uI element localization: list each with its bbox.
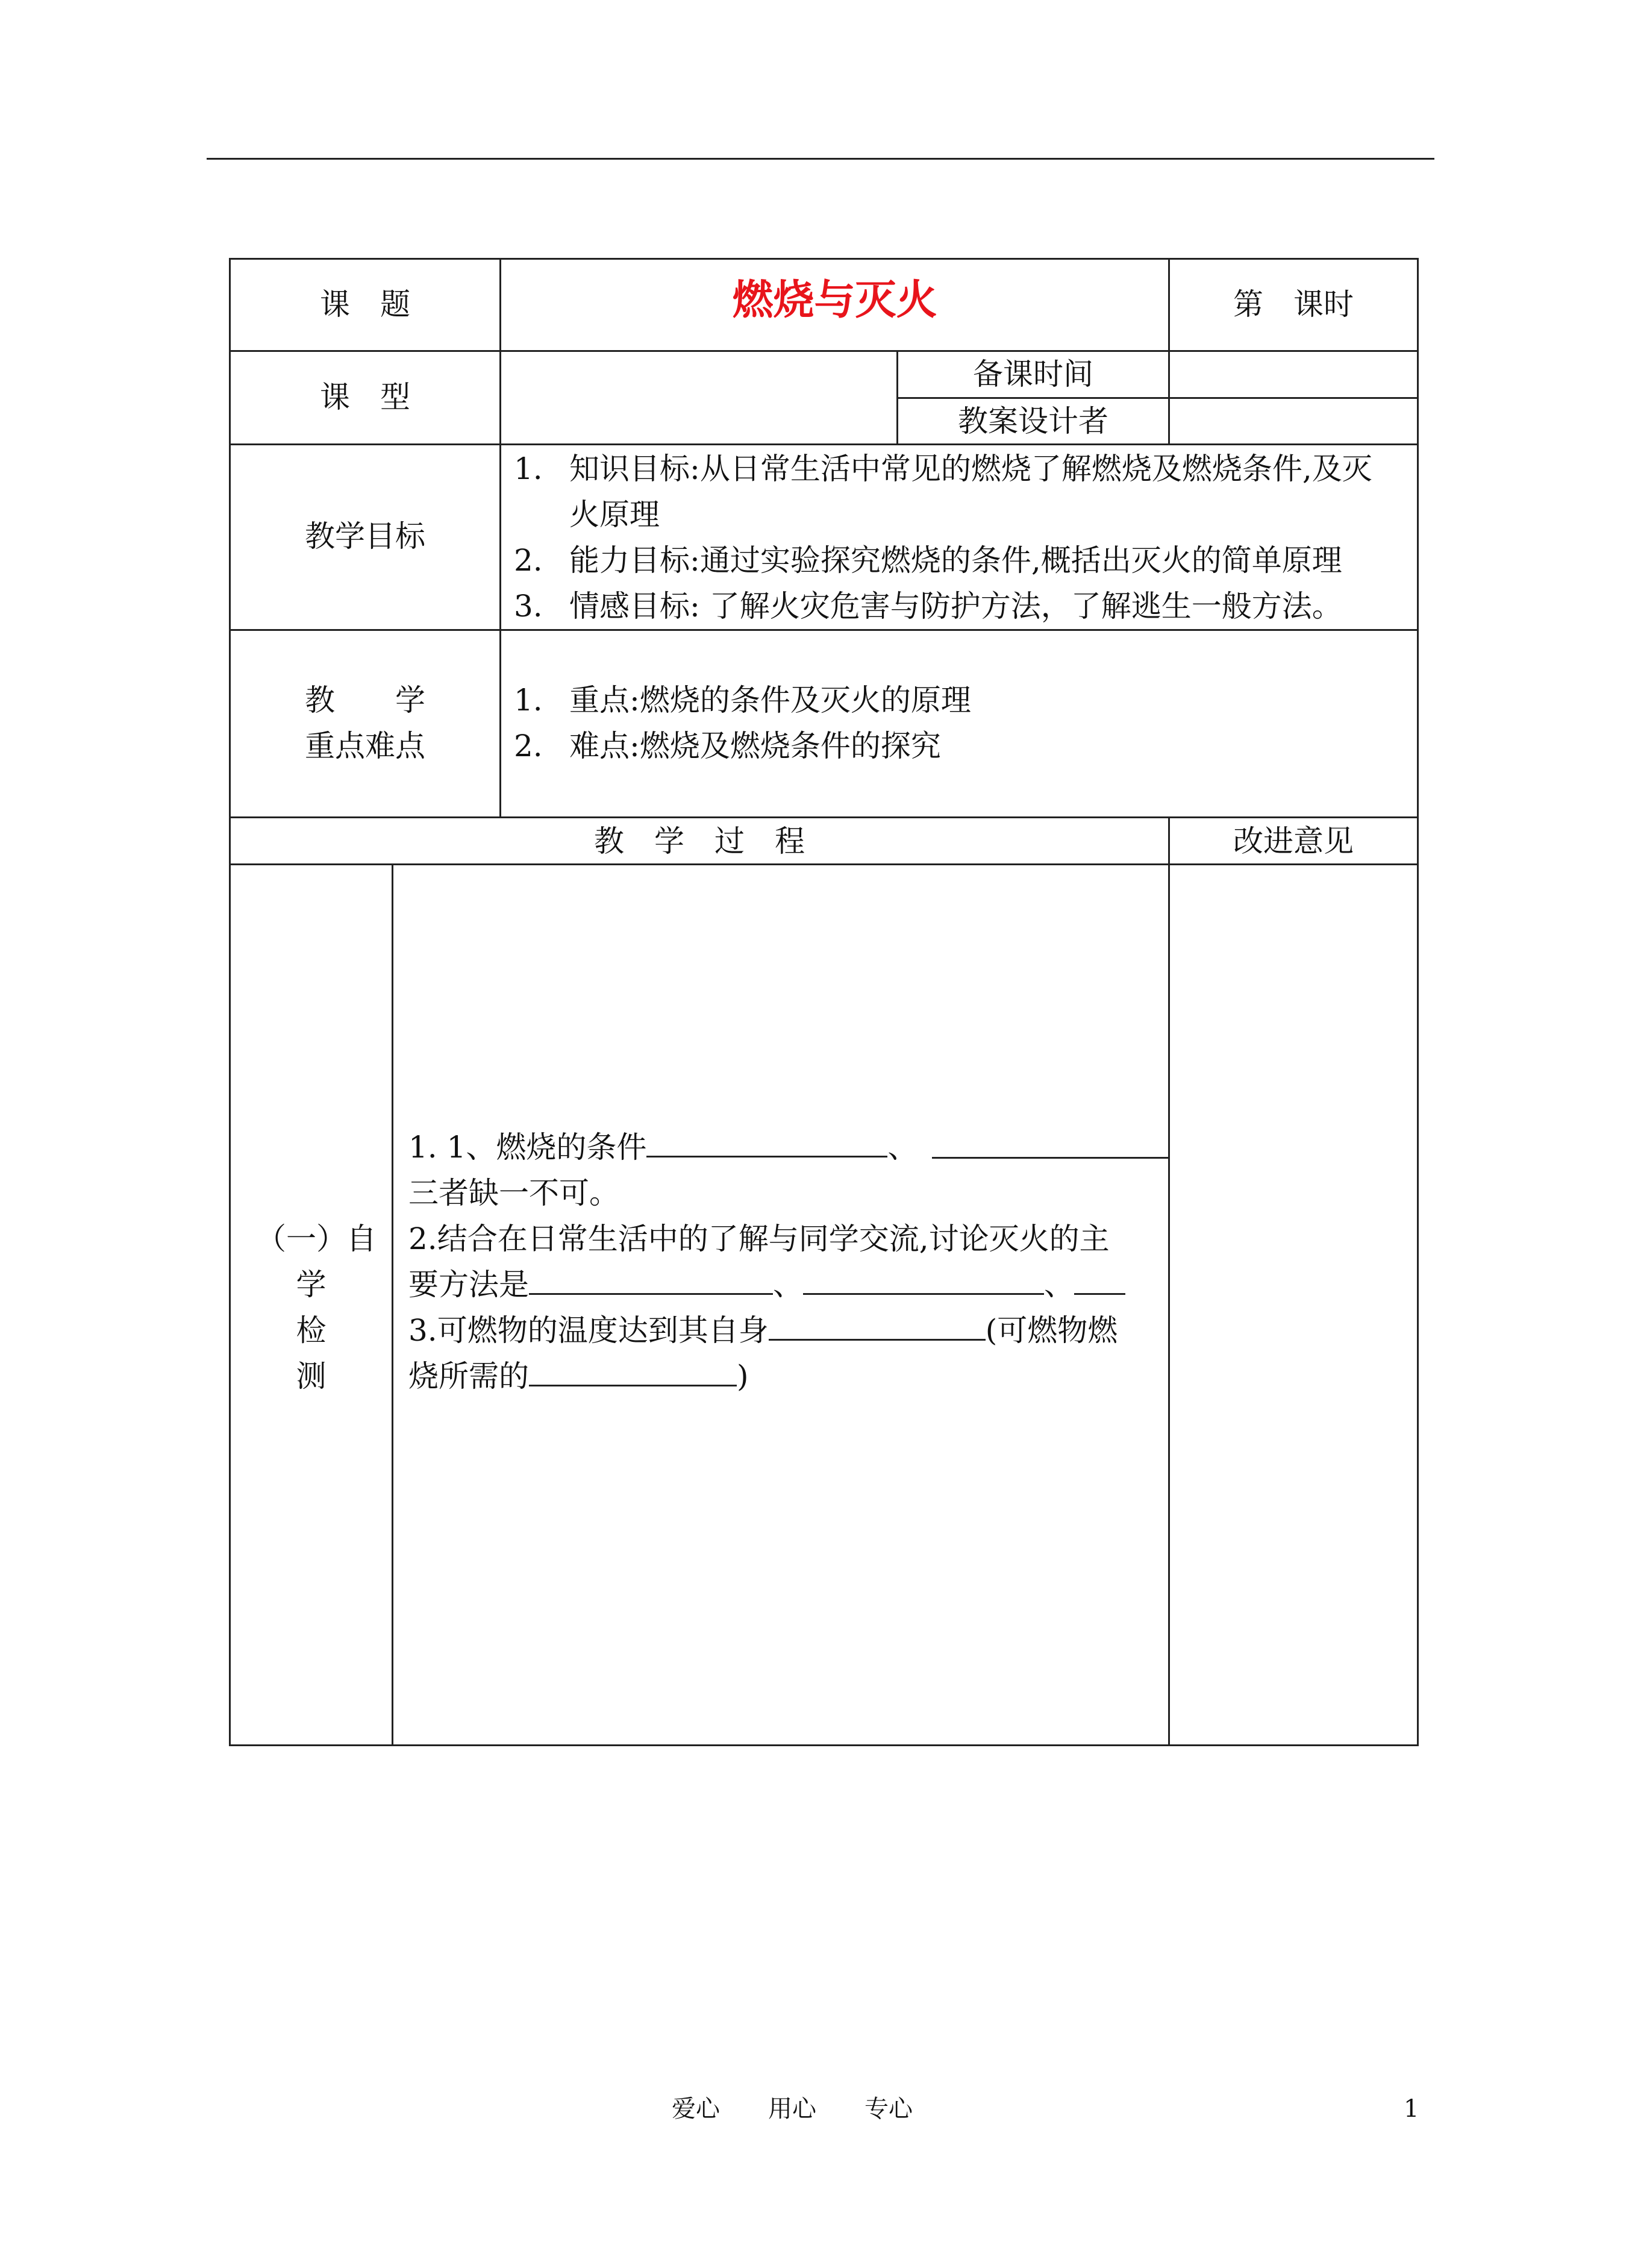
objective-text: 情感目标: 了解火灾危害与防护方法，了解逃生一般方法。 <box>569 589 1342 624</box>
keypoint-text: 重点:燃烧的条件及灭火的原理 <box>569 683 971 718</box>
table-row-divider <box>229 443 1419 445</box>
topic-label: 课 题 <box>320 287 410 322</box>
answer-blank[interactable] <box>529 1353 737 1386</box>
period-label: 第 课时 <box>1233 287 1354 322</box>
header-rule <box>207 158 1434 160</box>
answer-blank[interactable] <box>932 1157 1168 1159</box>
answer-blank[interactable] <box>529 1262 773 1295</box>
table-col-divider <box>392 863 393 1744</box>
answer-blank[interactable] <box>769 1308 986 1341</box>
keypoints-label-line1: 教 学 <box>305 683 425 718</box>
lesson-title: 燃烧与灭火 <box>732 276 937 324</box>
question-text: 3.可燃物的温度达到其自身 <box>408 1313 769 1348</box>
question-text: (可燃物燃 <box>985 1313 1118 1348</box>
keypoint-item <box>514 677 971 723</box>
question-1 <box>408 1124 918 1170</box>
section-label-line3: 检 <box>296 1313 327 1348</box>
table-col-divider <box>499 258 501 816</box>
section-label-line4: 测 <box>296 1359 327 1394</box>
answer-blank[interactable] <box>803 1262 1044 1295</box>
question-text: 1. 1、燃烧的条件 <box>408 1130 647 1165</box>
keypoints-label-line2: 重点难点 <box>305 728 425 763</box>
objective-item <box>514 537 1342 583</box>
section-label-line2: 学 <box>296 1267 327 1302</box>
objective-text: 知识目标:从日常生活中常见的燃烧了解燃烧及燃烧条件,及灭 <box>569 451 1372 486</box>
question-3 <box>408 1308 1118 1353</box>
objective-item <box>514 583 1342 629</box>
improve-header: 改进意见 <box>1233 824 1354 859</box>
objective-item <box>514 446 1372 492</box>
objectives-label: 教学目标 <box>305 519 425 554</box>
footer-motto: 爱心 用心 专心 <box>672 2095 913 2123</box>
table-col-divider <box>1168 350 1170 443</box>
question-2-continued <box>408 1262 1125 1308</box>
table-row-divider <box>229 629 1419 631</box>
separator: 、 <box>887 1130 918 1165</box>
question-1-continued: 三者缺一不可。 <box>408 1176 619 1211</box>
table-col-divider <box>1168 816 1170 1744</box>
table-border-left <box>229 258 231 1746</box>
question-3-continued <box>408 1353 749 1399</box>
section-label-line1: （一）自 <box>256 1221 377 1256</box>
list-number: 1. <box>514 683 543 718</box>
objective-item-continued: 火原理 <box>569 497 660 532</box>
table-row-divider <box>229 350 1419 352</box>
list-number: 2. <box>514 543 543 578</box>
keypoint-item <box>514 723 941 769</box>
question-2: 2.结合在日常生活中的了解与同学交流,讨论灭火的主 <box>408 1221 1110 1256</box>
prep-time-label: 备课时间 <box>973 357 1093 392</box>
list-number: 1. <box>514 451 543 486</box>
table-border-bottom <box>229 1744 1419 1746</box>
separator: 、 <box>773 1267 803 1302</box>
separator: 、 <box>1044 1267 1074 1302</box>
table-border-top <box>229 258 1419 260</box>
page-number: 1 <box>1404 2095 1419 2123</box>
question-text: 烧所需的 <box>408 1359 529 1394</box>
table-border-right <box>1417 258 1419 1746</box>
question-text: ) <box>737 1359 749 1394</box>
list-number: 2. <box>514 728 543 763</box>
keypoint-text: 难点:燃烧及燃烧条件的探究 <box>569 728 941 763</box>
answer-blank[interactable] <box>1074 1262 1125 1295</box>
list-number: 3. <box>514 589 543 624</box>
objective-text: 能力目标:通过实验探究燃烧的条件,概括出灭火的简单原理 <box>569 543 1342 578</box>
type-label: 课 型 <box>320 380 410 415</box>
question-text: 要方法是 <box>408 1267 529 1302</box>
answer-blank[interactable] <box>646 1124 887 1157</box>
designer-label: 教案设计者 <box>958 404 1108 439</box>
process-header: 教 学 过 程 <box>594 824 805 859</box>
